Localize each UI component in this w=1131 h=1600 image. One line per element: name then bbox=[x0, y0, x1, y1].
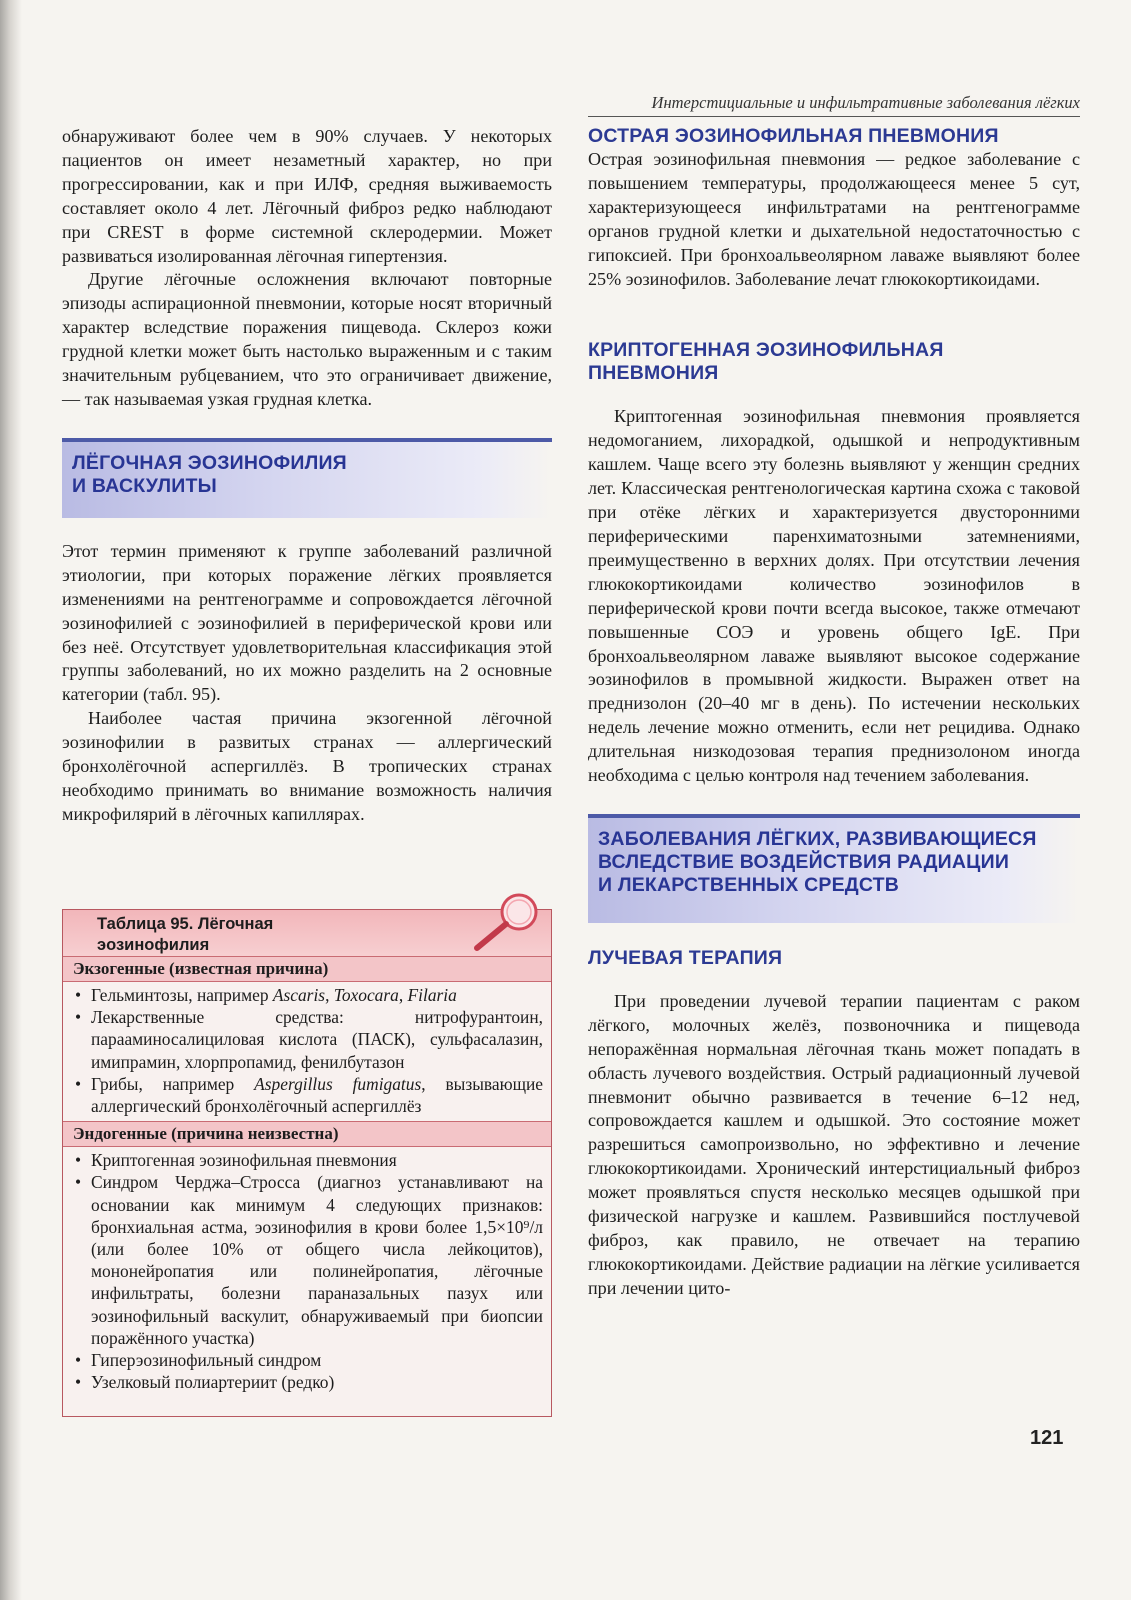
exogenous-list bbox=[63, 982, 551, 1121]
header-rule bbox=[588, 116, 1080, 117]
list-item: • Узелковый полиартериит (редко) bbox=[73, 1371, 543, 1393]
paragraph: Другие лёгочные осложнения включают повторные эпизоды аспирационной пневмонии, которые носят вторичный характер вследствие поражения пищевода. Склероз кожи грудной клетки может быть настолько выраженным и с таким значительным рубцеванием, что это ограничивает движение, — так называемая узкая грудная клетка. bbox=[62, 269, 552, 409]
table-category-endogenous: Эндогенные (причина неизвестна) bbox=[63, 1121, 551, 1147]
heading-cryptogenic-eosinophilic-pneumonia: КРИПТОГЕННАЯ ЭОЗИНОФИЛЬНАЯ ПНЕВМОНИЯ bbox=[588, 339, 944, 385]
paragraph: Этот термин применяют к группе заболеваний различной этиологии, при которых поражение лёгких проявляется изменениями на рентгенограмме и сопровождается лёгочной эозинофилией с эозинофилией в периферической крови или без неё. Отсутствует удовлетворительная классификация этой группы заболеваний, но их можно разделить на 2 основные категории (табл. 95). bbox=[62, 540, 552, 705]
heading-radiation-therapy: ЛУЧЕВАЯ ТЕРАПИЯ bbox=[588, 946, 783, 969]
paragraph: Наиболее частая причина экзогенной лёгочной эозинофилии в развитых странах — аллергический бронхолёгочной аспергиллёз. В тропических странах необходимо принимать во внимание возможность наличия микрофилярий в лёгочных капиллярах. bbox=[62, 708, 552, 824]
list-item: • Лекарственные средства: нитрофурантоин, парааминосалициловая кислота (ПАСК), сульфасалазин, имипрамин, хлорпропамид, фенилбутазон bbox=[73, 1006, 543, 1073]
paragraph: обнаруживают более чем в 90% случаев. У некоторых пациентов он имеет незаметный характер, но при прогрессировании, как и при ИЛФ, средняя выживаемость составляет около 4 лет. Лёгочный фиброз редко наблюдают при CREST в форме системной склеродермии. Может развиваться изолированная лёгочная гипертензия. bbox=[62, 126, 552, 266]
page-gutter-shadow bbox=[0, 0, 22, 1600]
list-item: • Гиперэозинофильный синдром bbox=[73, 1349, 543, 1371]
left-column bbox=[62, 125, 552, 827]
paragraph: При проведении лучевой терапии пациентам с раком лёгкого, молочных желёз, позвоночника и пищевода непоражённая нормальная лёгочная ткань может попадать в область лучевого воздействия. Острый радиационный лучевой пневмонит обычно развивается в течение 6–12 нед, сопровождается кашлем и одышкой. Это состояние может разрешиться самопроизвольно, но эффективно и лечение глюкокортикоидами. Хронический интерстициальный фиброз может проявляться спустя несколько месяцев одышкой при физической нагрузке и кашлем. Развившийся постлучевой фиброз, как правило, не отвечает на терапию глюкокортикоидами. Действие радиации на лёгкие усиливается при лечении цито- bbox=[588, 990, 1080, 1298]
section-band-eosinophilia bbox=[62, 438, 552, 518]
right-column bbox=[588, 125, 1080, 1301]
table-title: Таблица 95. Лёгочная эозинофилия bbox=[63, 910, 551, 957]
table-category-exogenous: Экзогенные (известная причина) bbox=[63, 957, 551, 982]
section-title: ЗАБОЛЕВАНИЯ ЛЁГКИХ, РАЗВИВАЮЩИЕСЯ ВСЛЕДСТВИЕ ВОЗДЕЙСТВИЯ РАДИАЦИИ И ЛЕКАРСТВЕННЫХ СРЕДСТВ bbox=[598, 827, 1037, 896]
running-head: Интерстициальные и инфильтративные заболевания лёгких bbox=[651, 93, 1080, 112]
paragraph: Острая эозинофильная пневмония — редкое заболевание с повышением температуры, продолжающееся менее 5 сут, характеризующееся инфильтратами на рентгенограмме органов грудной клетки и дыхательной недостаточностью с гипоксией. При бронхоальвеолярном лаваже выявляют более 25% эозинофилов. Заболевание лечат глюкокортикоидами. bbox=[588, 149, 1080, 289]
list-item: • Грибы, например Aspergillus fumigatus, вызывающие аллергический бронхолёгочный аспергиллёз bbox=[73, 1073, 543, 1117]
page-number: 121 bbox=[1030, 1427, 1064, 1449]
list-item: • Криптогенная эозинофильная пневмония bbox=[73, 1149, 543, 1171]
list-item: • Синдром Черджа–Стросса (диагноз устанавливают на основании как минимум 4 следующих признаков: бронхиальная астма, эозинофилия в крови более 1,5×10⁹/л (или более 10% от общего числа лейкоцитов), мононейропатия или полинейропатия, лёгочные инфильтраты, болезни параназальных пазух или эозинофильный васкулит, обнаруживаемый при биопсии поражённого участка) bbox=[73, 1171, 543, 1349]
heading-acute-eosinophilic-pneumonia: ОСТРАЯ ЭОЗИНОФИЛЬНАЯ ПНЕВМОНИЯ bbox=[588, 125, 999, 147]
section-title: ЛЁГОЧНАЯ ЭОЗИНОФИЛИЯ И ВАСКУЛИТЫ bbox=[72, 451, 347, 497]
paragraph: Криптогенная эозинофильная пневмония проявляется недомоганием, лихорадкой, одышкой и непродуктивным кашлем. Чаще всего эту болезнь выявляют у женщин средних лет. Классическая рентгенологическая картина схожа с таковой при отёке лёгких и характеризуется двусторонними периферическими паренхиматозными затемнениями, преимущественно в верхних долях. При отсутствии лечения глюкокортикоидами количество эозинофилов в периферической крови почти всегда высокое, также отмечают повышенные СОЭ и уровень общего IgE. При бронхоальвеолярном лаваже выявляют высокое содержание эозинофилов в промывной жидкости. Выражен ответ на преднизолон (20–40 мг в день). По истечении нескольких недель лечение можно отменить, если нет рецидива. Однако длительная низкодозовая терапия преднизолоном иногда необходима с целью контроля над течением заболевания. bbox=[588, 406, 1080, 786]
list-item: • Гельминтозы, например Ascaris, Toxocara, Filaria bbox=[73, 984, 543, 1006]
table-95-box bbox=[62, 909, 552, 1417]
section-band-radiation bbox=[588, 814, 1080, 923]
endogenous-list bbox=[63, 1147, 551, 1397]
magnifier-icon bbox=[469, 890, 543, 954]
